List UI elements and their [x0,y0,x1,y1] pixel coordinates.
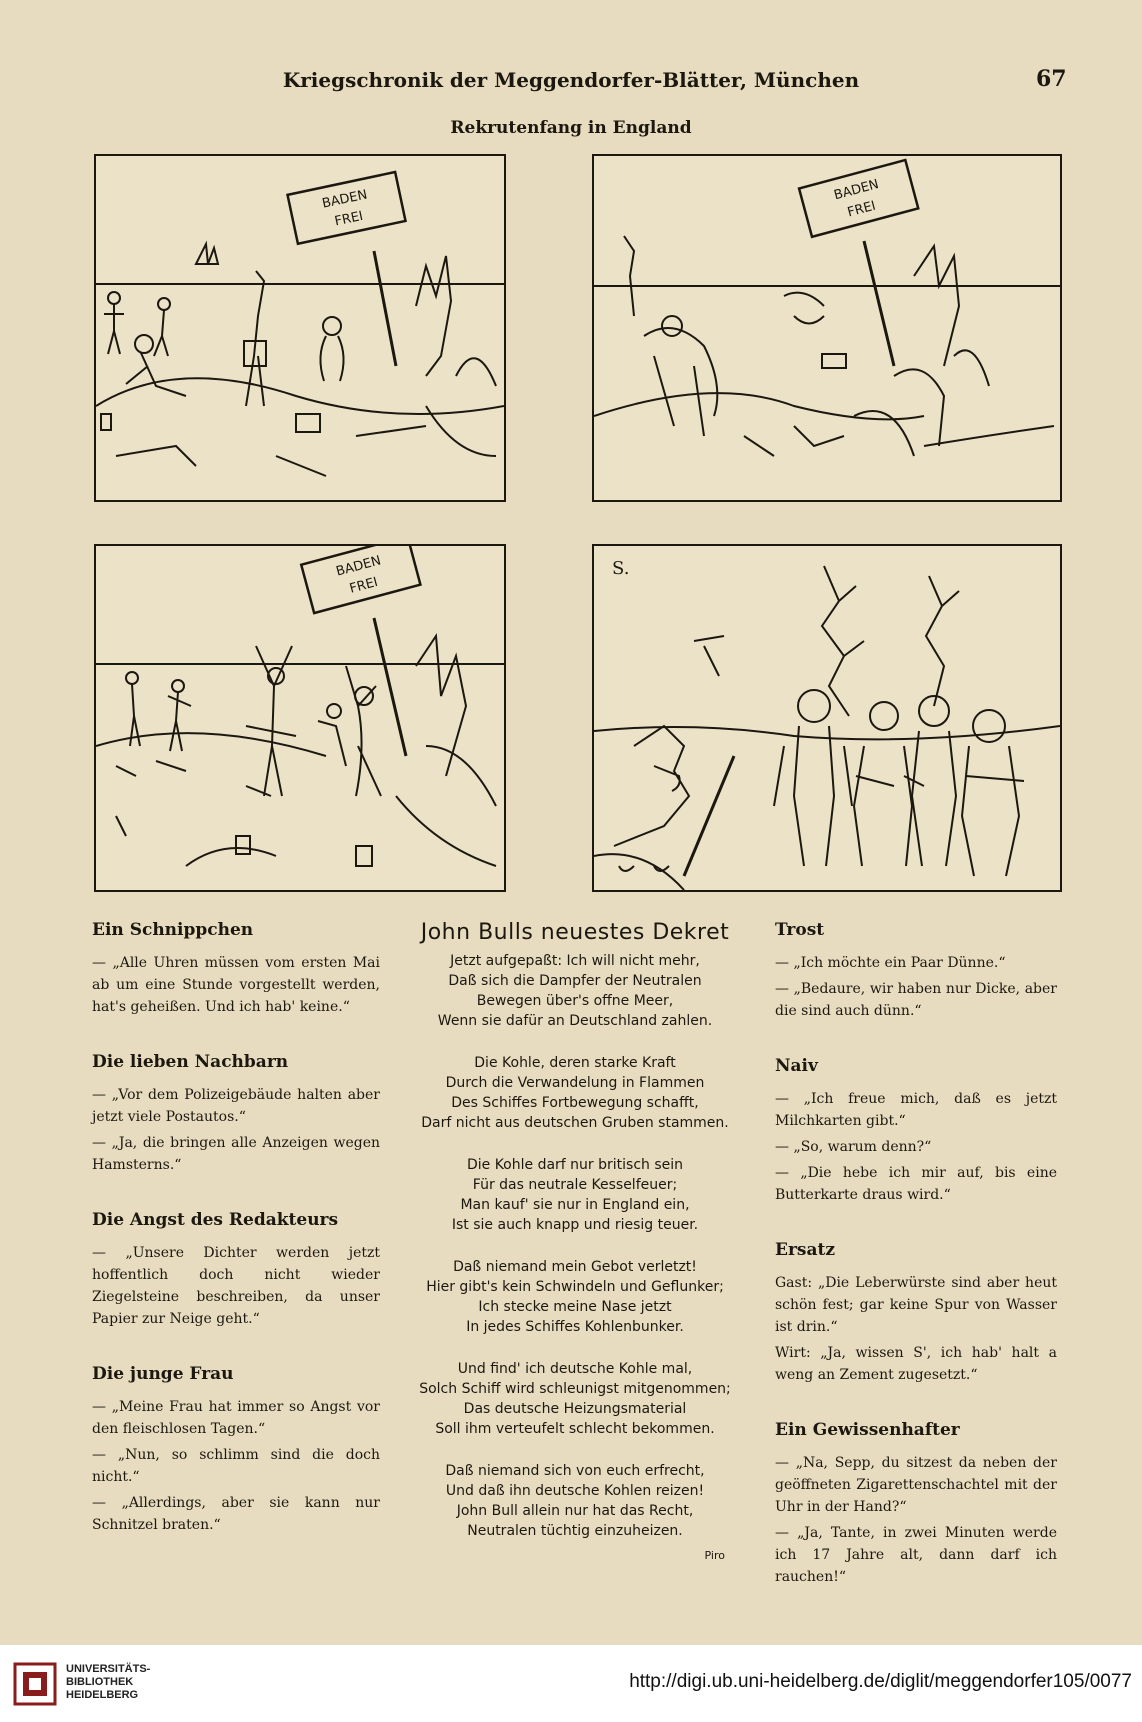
anecdote-text: — „Alle Uhren müssen vom ersten Mai ab um eine Stunde vorgestellt werden, hat's geheißen. Und ich hab' keine.“ [92,955,380,1015]
anecdote-text: — „Unsere Dichter werden jetzt hoffentlich doch nicht wieder Ziegelsteine beschreiben, da unser Papier zur Neige geht.“ [92,1245,380,1327]
poem-line: Solch Schiff wird schleunigst mitgenommen; [419,1381,731,1397]
sign-word-baden: BADEN [832,177,881,204]
anecdote-title: Ersatz [775,1240,836,1260]
sign-word-frei: FREI [845,198,878,221]
anecdote-text: Wirt: „Ja, wissen S', ich hab' halt a weng an Zement zugesetzt.“ [775,1345,1057,1383]
anecdote [92,1052,380,1176]
anecdote [775,1240,1057,1386]
anecdote-text: — „Allerdings, aber sie kann nur Schnitzel braten.“ [92,1495,380,1533]
poem-stanza [405,951,745,1031]
poem-line: Daß niemand mein Gebot verletzt! [453,1259,697,1275]
anecdote-title: Die junge Frau [92,1364,234,1384]
poem-line: Für das neutrale Kesselfeuer; [472,1177,678,1193]
cartoon-title: Rekrutenfang in England [450,118,692,138]
poem [405,920,745,1562]
poem-line: In jedes Schiffes Kohlenbunker. [466,1319,684,1335]
beach-scene-2-illustration [594,156,1060,500]
running-header: Kriegschronik der Meggendorfer-Blätter, München [282,68,860,92]
source-url-link[interactable]: http://digi.ub.uni-heidelberg.de/diglit/meggendorfer105/0077 [629,1671,1132,1692]
artist-signature: S. [612,558,630,579]
poem-line: Ich stecke meine Nase jetzt [478,1299,672,1315]
poem-line: Man kauf' sie nur in England ein, [460,1197,690,1213]
poem-line: Bewegen über's offne Meer, [476,993,674,1009]
poem-line: Ist sie auch knapp und riesig teuer. [451,1217,699,1233]
poem-stanza [405,1359,745,1439]
anecdote-title: Ein Schnippchen [92,920,254,940]
poem-line: Die Kohle darf nur britisch sein [466,1157,684,1173]
anecdote-text: — „Bedaure, wir haben nur Dicke, aber die sind auch dünn.“ [775,981,1057,1019]
anecdote [775,1420,1057,1588]
left-column [92,920,380,1570]
poem-line: Jetzt aufgepaßt: Ich will nicht mehr, [450,953,700,969]
cartoon-panel-2 [592,154,1062,502]
cartoon-panel-4 [592,544,1062,892]
sign-word-baden: BADEN [320,187,369,212]
poem-line: Neutralen tüchtig einzuheizen. [467,1523,683,1539]
poem-stanza [405,1461,745,1541]
page-number: 67 [1036,66,1067,92]
poem-stanza [405,1257,745,1337]
library-name: UNIVERSITÄTS- BIBLIOTHEK HEIDELBERG [66,1663,151,1701]
anecdote-text: — „Ja, die bringen alle Anzeigen wegen Hamsterns.“ [92,1135,380,1173]
anecdote-text: — „So, warum denn?“ [775,1139,932,1155]
poem-line: Hier gibt's kein Schwindeln und Geflunker; [426,1279,724,1295]
anecdote-text: — „Ich möchte ein Paar Dünne.“ [775,955,1006,971]
poem-line: Des Schiffes Fortbewegung schafft, [451,1095,699,1111]
anecdote-text: Gast: „Die Leberwürste sind aber heut schön fest; gar keine Spur von Wasser ist drin.“ [775,1275,1057,1335]
anecdote-text: — „Vor dem Polizeigebäude halten aber jetzt viele Postautos.“ [92,1087,380,1125]
anecdote-title: Trost [775,920,825,940]
right-column [775,920,1057,1622]
soldiers-scene-illustration [594,546,1060,890]
anecdote-text: — „Ich freue mich, daß es jetzt Milchkarten gibt.“ [775,1091,1057,1129]
poem-line: Daß sich die Dampfer der Neutralen [448,973,702,989]
sign-word-baden: BADEN [334,553,383,580]
anecdote-title: Die lieben Nachbarn [92,1052,289,1072]
poem-line: Daß niemand sich von euch erfrecht, [445,1463,705,1479]
anecdote [92,1210,380,1330]
anecdote [775,920,1057,1022]
anecdote [775,1056,1057,1206]
sign-word-frei: FREI [348,574,380,597]
anecdote [92,1364,380,1536]
poem-stanza [405,1155,745,1235]
cartoon-panel-1 [94,154,506,502]
poem-line: Die Kohle, deren starke Kraft [474,1055,676,1071]
poem-line: Und find' ich deutsche Kohle mal, [457,1361,693,1377]
anecdote-text: — „Die hebe ich mir auf, bis eine Butterkarte draus wird.“ [775,1165,1057,1203]
poem-line: Soll ihm verteufelt schlecht bekommen. [435,1421,715,1437]
poem-line: Das deutsche Heizungsmaterial [463,1401,687,1417]
anecdote [92,920,380,1018]
poem-line: John Bull allein nur hat das Recht, [456,1503,694,1519]
library-logo-icon [12,1661,58,1707]
anecdote-text: — „Ja, Tante, in zwei Minuten werde ich 17 Jahre alt, dann darf ich rauchen!“ [775,1525,1057,1585]
poem-title: John Bulls neuestes Dekret [420,920,730,945]
anecdote-title: Die Angst des Redakteurs [92,1210,339,1230]
sign-word-frei: FREI [333,208,365,230]
poem-line: Durch die Verwandelung in Flammen [445,1075,705,1091]
library-footer [0,1645,1142,1722]
anecdote-title: Naiv [775,1056,818,1076]
cartoon-panel-3 [94,544,506,892]
anecdote-text: — „Meine Frau hat immer so Angst vor den fleischlosen Tagen.“ [92,1399,380,1437]
poem-author: Piro [704,1549,725,1562]
poem-line: Und daß ihn deutsche Kohlen reizen! [445,1483,705,1499]
poem-line: Wenn sie dafür an Deutschland zahlen. [437,1013,713,1029]
anecdote-text: — „Nun, so schlimm sind die doch nicht.“ [92,1447,380,1485]
beach-scene-3-illustration [96,546,504,890]
anecdote-title: Ein Gewissenhafter [775,1420,960,1440]
poem-line: Darf nicht aus deutschen Gruben stammen. [421,1115,729,1131]
beach-scene-1-illustration [96,156,504,500]
poem-stanza [405,1053,745,1133]
anecdote-text: — „Na, Sepp, du sitzest da neben der geöffneten Zigarettenschachtel mit der Uhr in der Hand?“ [775,1455,1057,1515]
